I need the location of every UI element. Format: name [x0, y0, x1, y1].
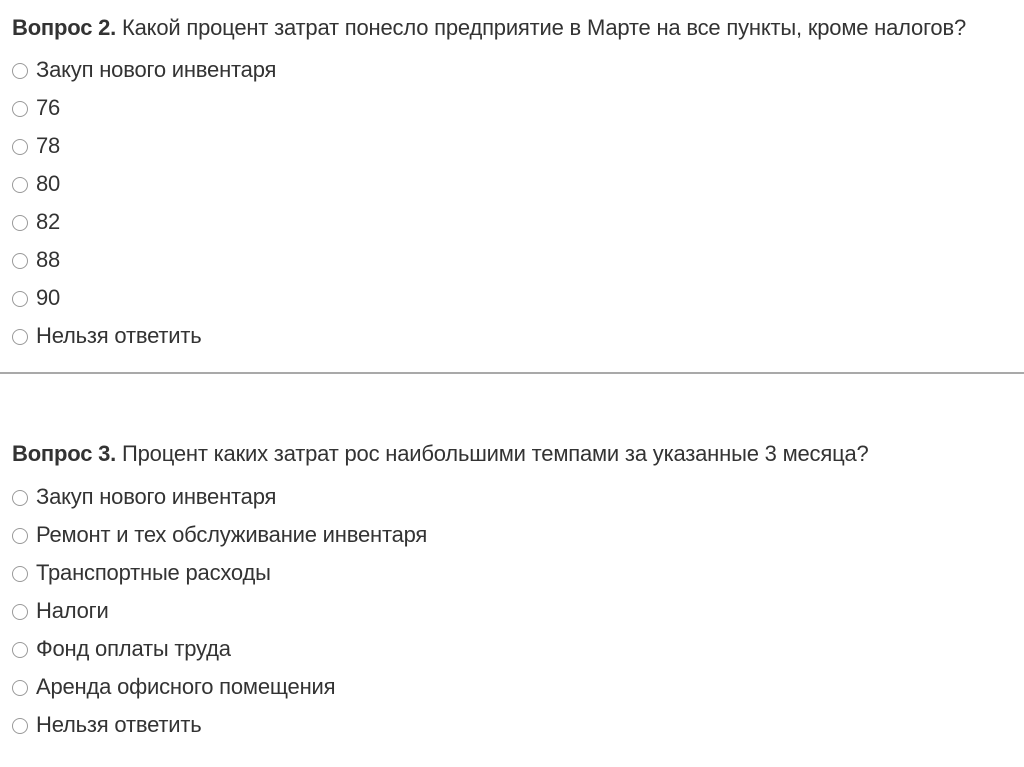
option-label: Ремонт и тех обслуживание инвентаря	[36, 522, 428, 547]
q2-option[interactable]	[12, 203, 276, 241]
radio-button[interactable]	[12, 718, 28, 734]
q2-option[interactable]	[12, 279, 276, 317]
question-3-options	[12, 478, 427, 744]
q2-option[interactable]	[12, 241, 276, 279]
q3-option[interactable]	[12, 706, 427, 744]
radio-button[interactable]	[12, 253, 28, 269]
q3-option[interactable]	[12, 478, 427, 516]
option-label: Аренда офисного помещения	[36, 674, 336, 699]
option-label: 90	[36, 285, 61, 310]
radio-button[interactable]	[12, 604, 28, 620]
q2-option[interactable]	[12, 51, 276, 89]
radio-button[interactable]	[12, 177, 28, 193]
q2-option[interactable]	[12, 165, 276, 203]
question-2-text: Какой процент затрат понесло предприятие в Марте на все пункты, кроме налогов?	[116, 15, 966, 40]
option-label: 82	[36, 209, 61, 234]
radio-button[interactable]	[12, 642, 28, 658]
question-3-number: Вопрос 3.	[12, 441, 117, 466]
option-label: Транспортные расходы	[36, 560, 271, 585]
option-label: 88	[36, 247, 61, 272]
question-2-number: Вопрос 2.	[12, 15, 117, 40]
option-label: 78	[36, 133, 61, 158]
radio-button[interactable]	[12, 566, 28, 582]
question-3-title	[12, 440, 869, 468]
q2-option[interactable]	[12, 317, 276, 355]
q2-option[interactable]	[12, 89, 276, 127]
q3-option[interactable]	[12, 592, 427, 630]
section-divider	[0, 372, 1024, 374]
q3-option[interactable]	[12, 516, 427, 554]
radio-button[interactable]	[12, 215, 28, 231]
radio-button[interactable]	[12, 528, 28, 544]
question-3-text: Процент каких затрат рос наибольшими темпами за указанные 3 месяца?	[116, 441, 869, 466]
radio-button[interactable]	[12, 291, 28, 307]
q2-option[interactable]	[12, 127, 276, 165]
q3-option[interactable]	[12, 554, 427, 592]
option-label: 80	[36, 171, 61, 196]
radio-button[interactable]	[12, 63, 28, 79]
q3-option[interactable]	[12, 630, 427, 668]
option-label: Закуп нового инвентаря	[36, 484, 277, 509]
option-label: Нельзя ответить	[36, 712, 202, 737]
radio-button[interactable]	[12, 101, 28, 117]
option-label: Фонд оплаты труда	[36, 636, 231, 661]
radio-button[interactable]	[12, 680, 28, 696]
radio-button[interactable]	[12, 490, 28, 506]
radio-button[interactable]	[12, 329, 28, 345]
option-label: Налоги	[36, 598, 109, 623]
question-2-title	[12, 14, 966, 42]
option-label: Нельзя ответить	[36, 323, 202, 348]
question-2-options	[12, 51, 276, 355]
option-label: Закуп нового инвентаря	[36, 57, 277, 82]
option-label: 76	[36, 95, 61, 120]
radio-button[interactable]	[12, 139, 28, 155]
q3-option[interactable]	[12, 668, 427, 706]
